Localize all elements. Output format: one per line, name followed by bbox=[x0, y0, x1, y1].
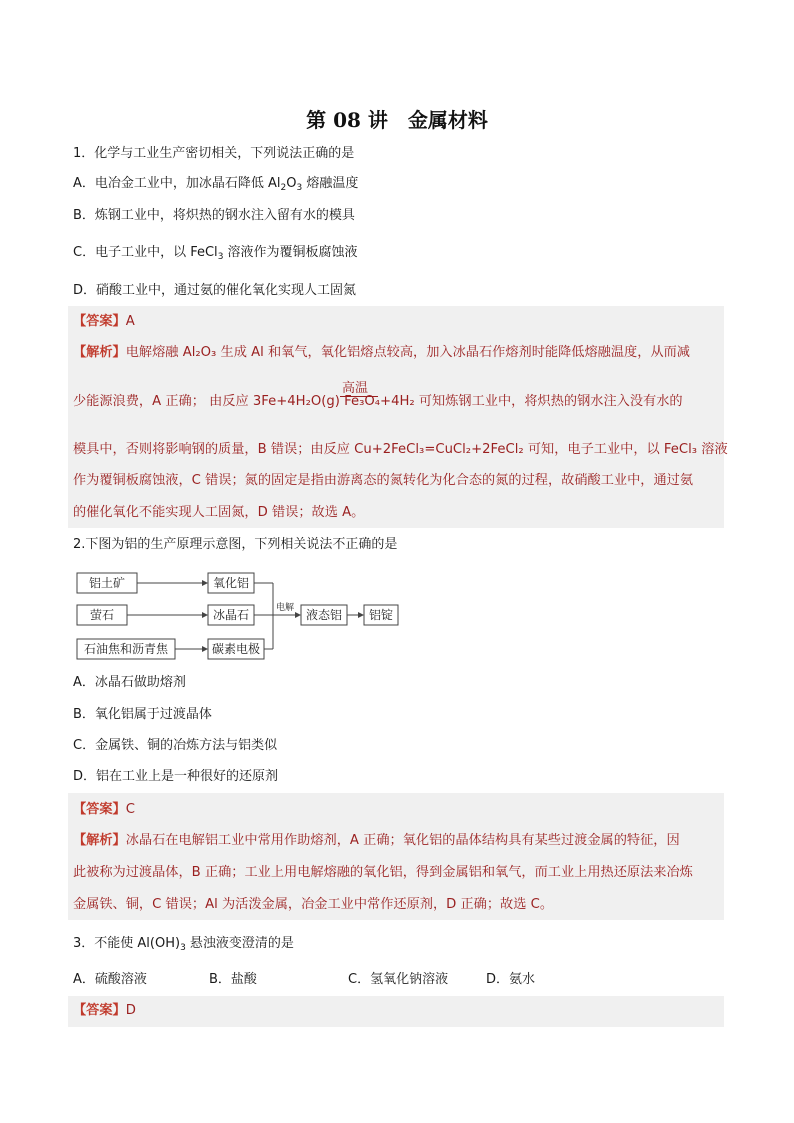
q3-option-b: B．盐酸 bbox=[209, 972, 257, 987]
q1-analysis-line-3: 模具中，否则将影响钢的质量，B 错误；由反应 Cu+2FeCl₃=CuCl₂+2FeCl₂ 可知，电子工业中，以 FeCl₃ 溶液 bbox=[73, 442, 728, 457]
q3-option-a: A．硫酸溶液 bbox=[73, 972, 147, 987]
q1-analysis-line-1: 【解析】电解熔融 Al₂O₃ 生成 Al 和氧气，氧化铝熔点较高，加入冰晶石作熔剂时能降低熔融温度，从而减 bbox=[73, 345, 690, 360]
page-title: 第 08 讲 金属材料 bbox=[306, 108, 488, 132]
q2-option-b: B．氧化铝属于过渡晶体 bbox=[73, 707, 212, 722]
q2-option-d: D．铝在工业上是一种很好的还原剂 bbox=[73, 769, 279, 784]
label-liquid-al: 液态铝 bbox=[305, 608, 343, 622]
q2-answer: 【答案】C bbox=[73, 802, 135, 817]
q1-analysis-line-2: 少能源浪费，A 正确； 由反应 3Fe+4H₂O(g) Fe₃O₄+4H₂ 可知炼钢工业中，将炽热的钢水注入没有水的 bbox=[73, 394, 683, 409]
q2-option-a: A．冰晶石做助熔剂 bbox=[73, 675, 186, 690]
q2-stem: 2.下图为铝的生产原理示意图，下列相关说法不正确的是 bbox=[73, 537, 398, 552]
label-electrolysis: 电解 bbox=[275, 603, 295, 613]
q2-analysis-line-3: 金属铁、铜，C 错误；Al 为活泼金属，冶金工业中常作还原剂，D 正确；故选 C。 bbox=[73, 897, 554, 912]
q1-option-b: B．炼钢工业中，将炽热的钢水注入留有水的模具 bbox=[73, 208, 355, 223]
q1-analysis-line-5: 的催化氧化不能实现人工固氮，D 错误；故选 A。 bbox=[73, 505, 365, 520]
label-electrode: 碳素电极 bbox=[211, 642, 261, 656]
label-fluorite: 萤石 bbox=[89, 608, 115, 622]
q1-option-c: C．电子工业中，以 FeCl$_3$ 溶液作为覆铜板腐蚀液 bbox=[73, 245, 358, 262]
q1-stem: 1．化学与工业生产密切相关，下列说法正确的是 bbox=[73, 146, 355, 161]
label-bauxite: 铝土矿 bbox=[88, 576, 126, 590]
q1-option-a: A．电冶金工业中，加冰晶石降低 $Al_2O_3$ 熔融温度 bbox=[73, 176, 359, 193]
q1-analysis-line-4: 作为覆铜板腐蚀液，C 错误；氮的固定是指由游离态的氮转化为化合态的氮的过程，故硝酸工业中，通过氨 bbox=[73, 473, 694, 488]
label-alumina: 氧化铝 bbox=[212, 576, 250, 590]
label-cryolite: 冰晶石 bbox=[212, 608, 250, 622]
q1-option-d: D．硝酸工业中，通过氨的催化氧化实现人工固氮 bbox=[73, 283, 357, 298]
aluminum-production-diagram bbox=[73, 567, 403, 662]
q2-analysis-line-2: 此被称为过渡晶体，B 正确；工业上用电解熔融的氧化铝，得到金属铝和氧气，而工业上用热还原法来冶炼 bbox=[73, 865, 693, 880]
label-ingot: 铝锭 bbox=[368, 608, 394, 622]
reaction-condition: 高温 bbox=[342, 381, 369, 396]
q3-answer-block bbox=[68, 996, 724, 1027]
q2-analysis-line-1: 【解析】冰晶石在电解铝工业中常用作助熔剂，A 正确；氧化铝的晶体结构具有某些过渡金属的特征，因 bbox=[73, 833, 680, 848]
q3-option-c: C．氢氧化钠溶液 bbox=[348, 972, 449, 987]
reaction-arrow-bar bbox=[340, 396, 378, 397]
q3-stem: 3．不能使 $Al(OH)_3$ 悬浊液变澄清的是 bbox=[73, 936, 294, 953]
label-coke: 石油焦和沥青焦 bbox=[83, 642, 169, 656]
q1-answer: 【答案】A bbox=[73, 314, 135, 329]
q2-option-c: C．金属铁、铜的冶炼方法与铝类似 bbox=[73, 738, 278, 753]
q3-option-d: D．氨水 bbox=[486, 972, 536, 987]
q1-answer-block bbox=[68, 306, 724, 528]
q3-answer: 【答案】D bbox=[73, 1003, 136, 1018]
